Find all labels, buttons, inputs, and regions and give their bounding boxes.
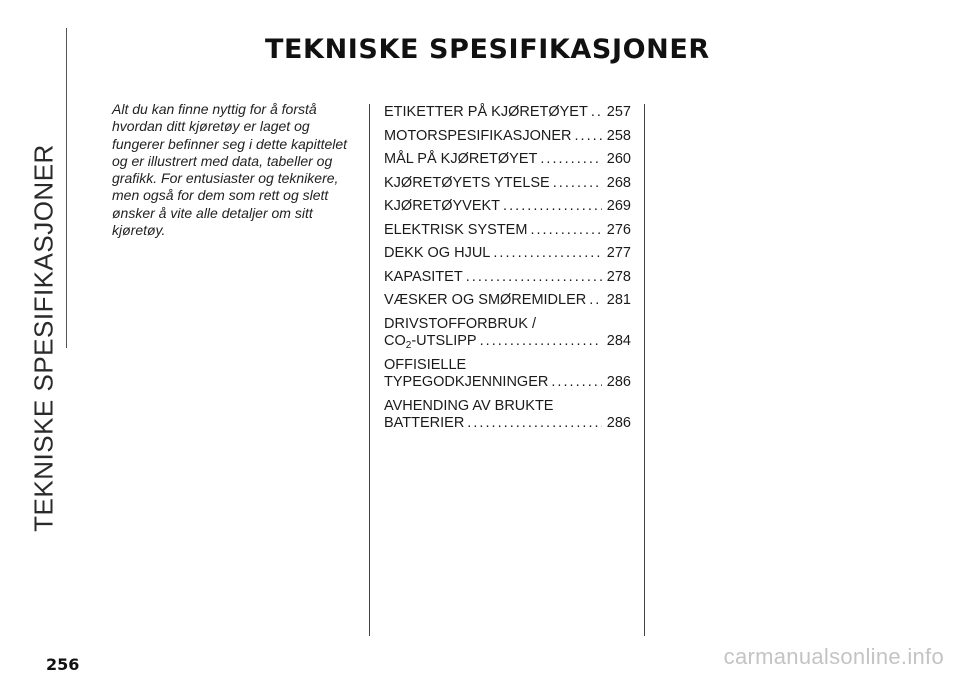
toc-entry-weight[interactable] (384, 198, 631, 216)
toc-entry-fuel-consumption[interactable] (384, 316, 631, 351)
toc-page: 281 (606, 292, 631, 308)
toc-page: 284 (606, 333, 631, 349)
toc-label: AVHENDING AV BRUKTE (384, 397, 554, 414)
toc-label: ELEKTRISK SYSTEM (384, 221, 528, 238)
toc-label: ETIKETTER PÅ KJØRETØYET (384, 104, 588, 120)
side-chapter-title: TEKNISKE SPESIFIKASJONER (28, 144, 59, 532)
column-divider-right (644, 104, 645, 636)
toc-label: BATTERIER (384, 415, 465, 431)
toc-label: DRIVSTOFFORBRUK / (384, 315, 536, 332)
toc-entry-fluids[interactable] (384, 292, 631, 310)
toc-label: $CO_2$-UTSLIPP (384, 333, 477, 351)
column-divider-left (369, 104, 370, 636)
toc-page: 286 (606, 415, 631, 431)
toc-entry-electrical[interactable] (384, 222, 631, 240)
intro-text: Alt du kan finne nyttig for å forstå hvordan ditt kjøretøy er laget og fungerer befinner seg i dette kapittelet og er illustrert med data, tabeller og grafikk. For entusiaster og teknikere, men også for dem som rett og slett ønsker å vite alle detaljer om sitt kjøretøy. (112, 101, 348, 239)
toc-label: OFFISIELLE (384, 356, 467, 373)
toc-label: KAPASITET (384, 268, 463, 285)
toc-label: KJØRETØYVEKT (384, 198, 501, 214)
toc-entry-labels[interactable] (384, 104, 631, 122)
page-title: TEKNISKE SPESIFIKASJONER (265, 34, 710, 65)
toc-page: 268 (606, 174, 631, 191)
toc-page: 276 (606, 221, 631, 238)
toc-label: MÅL PÅ KJØRETØYET (384, 151, 538, 167)
toc-entry-type-approvals[interactable] (384, 357, 631, 392)
toc-page: 257 (606, 104, 631, 120)
toc-label: MOTORSPESIFIKASJONER (384, 127, 572, 144)
toc-page: 258 (606, 127, 631, 144)
toc-entry-capacity[interactable] (384, 269, 631, 287)
toc-entry-battery-disposal[interactable] (384, 398, 631, 433)
toc-entry-engine[interactable] (384, 128, 631, 146)
toc-page: 286 (606, 374, 631, 390)
toc-label: VÆSKER OG SMØREMIDLER (384, 292, 587, 308)
toc-entry-tyres[interactable] (384, 245, 631, 263)
toc-label: KJØRETØYETS YTELSE (384, 174, 550, 191)
side-rule (66, 28, 67, 348)
toc-label: TYPEGODKJENNINGER (384, 374, 549, 390)
toc-page: 260 (606, 151, 631, 167)
toc-entry-performance[interactable] (384, 175, 631, 193)
toc-page: 269 (606, 198, 631, 214)
toc-entry-dimensions[interactable] (384, 151, 631, 169)
toc-label: DEKK OG HJUL (384, 245, 491, 261)
toc-page: 277 (606, 245, 631, 261)
toc-page: 278 (606, 268, 631, 285)
page-number: 256 (46, 655, 80, 674)
table-of-contents (384, 104, 631, 439)
watermark: carmanualsonline.info (723, 644, 944, 669)
